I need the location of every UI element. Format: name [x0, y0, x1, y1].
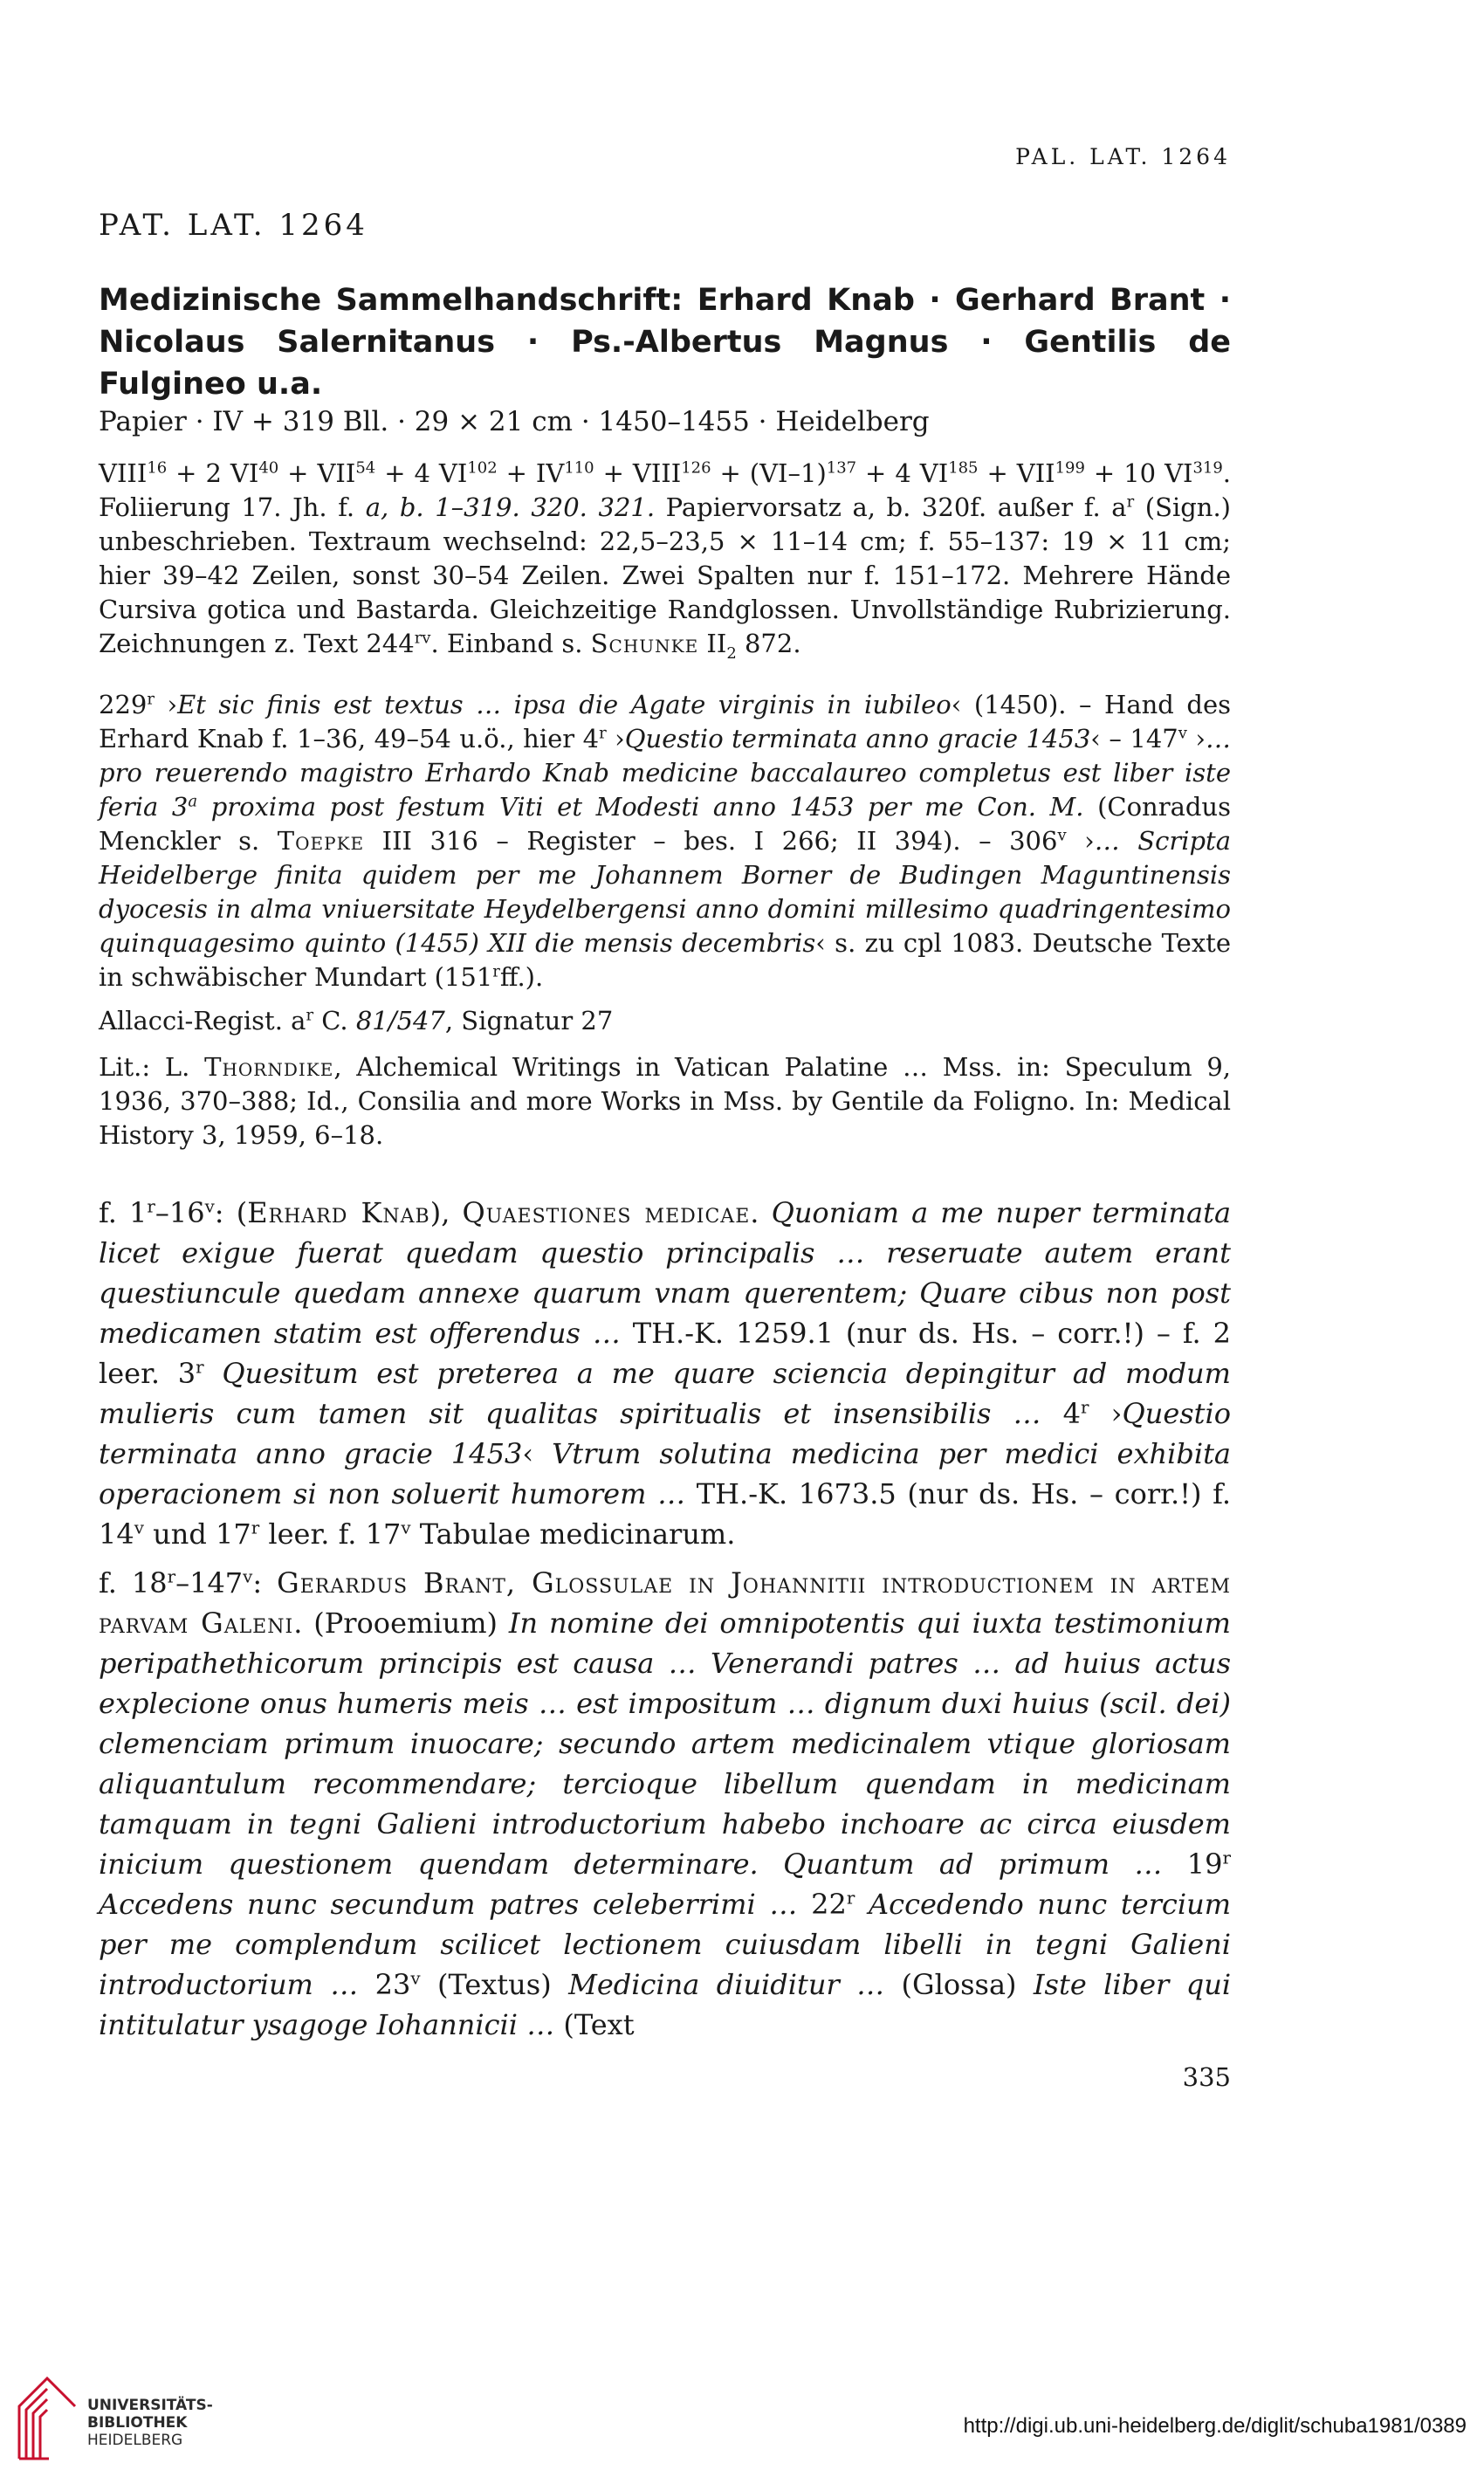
literature-paragraph: Lit.: L. Thorndike, Alchemical Writings in Vatican Palatine … Mss. in: Speculum 9, 1936, 370–388; Id., Consilia and more Works in Mss. by Gentile da Foligno. In: Medical History 3, 1959, 6–18.: [99, 1052, 1231, 1150]
collation-paragraph: $VIII^{16} + 2$ $VI^{40} + VII^{54} + 4$ $VI^{102} + IV^{110}$ + $VIII^{126} + (VI-1)^{137} + 4$ $VI^{185} + VII^{199} + 10$ VI$^{319}$. Foliierung 17. Jh. f. a, b. 1–319. 320. 321. Papiervorsatz a, b. 320f. außer f. $a^r$ (Sign.) unbeschrieben. Textraum wechselnd: 22,5–23,5 × 11–14 cm; f. 55–137: 19 × 11 cm; hier 39–42 Zeilen, sonst 30–54 Zeilen. Zwei Spalten nur f. 151–172. Mehrere Hände Cursiva gotica und Bastarda. Gleichzeitige Randglossen. Unvollständige Rubrizierung. Zeichnungen z. Text $244^{rv}$. Einband s. Schunke $II_2$ 872.: [99, 458, 1232, 663]
library-name-line-3: HEIDELBERG: [87, 2432, 183, 2449]
source-url-link[interactable]: http://digi.ub.uni-heidelberg.de/diglit/schuba1981/0389: [963, 2414, 1467, 2438]
manuscript-title: Medizinische Sammelhandschrift: Erhard Knab · Gerhard Brant · Nicolaus Salernitanus · Ps.-Albertus Magnus · Gentilis de Fulgineo u.a.: [99, 283, 1231, 402]
manuscript-signature: PAT. LAT. 1264: [99, 208, 368, 243]
allacci-paragraph: Allacci-Regist. $a^r$ C. 81/547, Signatur 27: [99, 1006, 614, 1036]
dating-paragraph: 229$^r$ ›Et sic finis est textus … ipsa die Agate virginis in iubileo‹ (1450). – Hand des Erhard Knab f. 1–36, 49–54 u.ö., hier 4$^r$ ›Questio terminata anno gracie 1453‹ – 147$^v$ ›… pro reuerendo magistro Erhardo Knab medicine baccalaureo completus est liber iste feria 3$^a$ proxima post festum Viti et Modesti anno 1453 per me Con. M. (Conradus Menckler s. Toepke III 316 – Register – bes. I 266; II 394). – 306$^v$ ›… Scripta Heidelberge finita quidem per me Johannem Borner de Budingen Maguntinensis dyocesis in alma vniuersitate Heydelbergensi anno domini millesimo quadringentesimo quinquagesimo quinto (1455) XII die mensis decembris‹ s. zu cpl 1083. Deutsche Texte in schwäbischer Mundart (151$^r$ff.).: [99, 690, 1231, 992]
content-entry-2: f. 18$^r$–147$^v$: Gerardus Brant, Glossulae in Johannitii introductionem in artem parvam Galeni. (Prooemium) In nomine dei omnipotentis qui iuxta testimonium peripathethicorum principis est causa … Venerandi patres … ad huius actus explecione onus humeris meis … est impositum … dignum duxi huius (scil. dei) clemenciam primum inuocare; secundo artem medicinalem vtique gloriosam aliquantulum recommendare; tercioque libellum quendam in medicinam tamquam in tegni Galieni introductorium habebo inchoare ac circa eiusdem inicium questionem quendam determinare. Quantum ad primum … 19$^r$ Accedens nunc secundum patres celeberrimi … 22$^r$ Accedendo nunc tercium per me complendum scilicet lectionem cuiusdam libelli in tegni Galieni introductorium … 23$^v$ (Textus) Medicina diuiditur … (Glossa) Iste liber qui intitulatur ysagoge Iohannicii … (Text: [99, 1566, 1232, 2041]
page-number: 335: [1182, 2062, 1231, 2092]
library-name-line-1: UNIVERSITÄTS-: [87, 2397, 213, 2414]
library-name: [87, 2397, 213, 2449]
library-name-line-2: BIBLIOTHEK: [87, 2414, 188, 2432]
running-head: PAL. LAT. 1264: [1015, 144, 1231, 169]
library-logo-icon: [14, 2368, 80, 2462]
content-entry-1: f. 1$^r$–16$^v$: (Erhard Knab), Quaestiones medicae. Quoniam a me nuper terminata licet exigue fuerat quedam questio principalis … reseruate autem erant questiuncule quedam annexe quarum vnam querentem; Quare cibus non post medicamen statim est offerendus … TH.-K. 1259.1 (nur ds. Hs. – corr.!) – f. 2 leer. 3$^r$ Quesitum est preterea a me quare sciencia depingitur ad modum mulieris cum tamen sit qualitas spiritualis et insensibilis … 4$^r$ ›Questio terminata anno gracie 1453‹ Vtrum solutina medicina per medici exhibita operacionem si non soluerit humorem … TH.-K. 1673.5 (nur ds. Hs. – corr.!) f. 14$^v$ und 17$^r$ leer. f. 17$^v$ Tabulae medicinarum.: [99, 1196, 1232, 1551]
physical-description: Papier · IV + 319 Bll. · 29 × 21 cm · 1450–1455 · Heidelberg: [99, 406, 930, 437]
